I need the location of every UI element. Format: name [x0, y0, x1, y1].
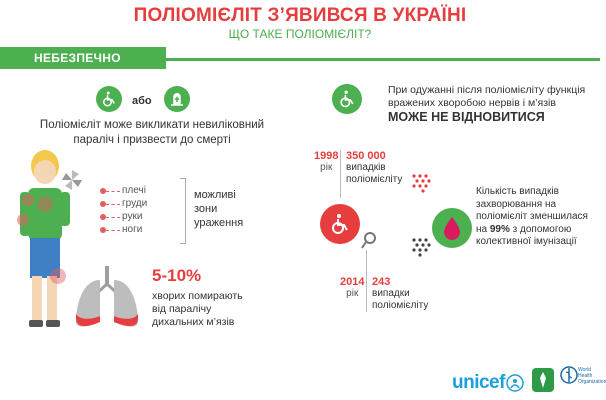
zones-line: можливі	[194, 189, 236, 201]
mortality-desc	[152, 290, 243, 329]
ministry-emblem-icon	[530, 364, 556, 394]
body-part-leader	[106, 204, 120, 205]
recovery-text: При одужанні після поліомієліту функція вражених хворобою нервів і м’язів	[388, 84, 586, 109]
danger-banner: НЕБЕЗПЕЧНО	[0, 47, 166, 69]
body-part-leader	[106, 230, 120, 231]
wheelchair-icon	[96, 86, 122, 112]
page-subtitle: ЩО ТАКЕ ПОЛІОМІЄЛІТ?	[228, 27, 372, 41]
zones-line: зони	[194, 203, 218, 215]
zones-bracket	[180, 178, 186, 244]
dots-cluster-icon	[410, 172, 434, 196]
year-label: рік	[346, 288, 359, 299]
zones-text	[194, 188, 243, 230]
unicef-emblem-icon	[506, 374, 524, 392]
cases-desc: випадки	[372, 288, 410, 299]
dots-cluster-icon	[410, 236, 434, 260]
zones-line: ураження	[194, 217, 244, 229]
who-logo-line: World Health	[578, 367, 593, 379]
cases-desc: поліомієліту	[372, 300, 429, 311]
mortality-desc-line: дихальних м’язів	[152, 316, 235, 328]
cases-desc: випадків	[346, 162, 386, 173]
mortality-desc-line: хворих помирають	[152, 290, 243, 302]
year-label: рік	[320, 162, 333, 173]
year-2014: 2014	[340, 276, 365, 288]
stat-1998-year	[314, 150, 338, 173]
or-label: або	[132, 95, 152, 107]
wheelchair-red-icon	[320, 204, 360, 244]
magnifier-icon	[362, 230, 382, 250]
decline-percent: 99%	[489, 223, 510, 235]
body-part-leader	[106, 191, 120, 192]
timeline-line	[340, 150, 341, 198]
gravestone-icon	[164, 86, 190, 112]
mortality-percent: 5-10%	[152, 266, 202, 285]
decline-text	[476, 186, 592, 249]
body-part-shoulders: плечі	[122, 185, 146, 196]
lungs-icon	[72, 266, 142, 330]
year-1998: 1998	[314, 150, 339, 162]
who-logo-text	[578, 367, 606, 385]
mortality-desc-line: від паралічу	[152, 303, 212, 315]
pinwheel-icon	[60, 168, 84, 192]
decline-text-part: Кількість випадків захворювання на поліомієліт зменшилася на	[476, 186, 588, 235]
decline-text-part: з допомогою колективної імунізації	[476, 223, 577, 247]
recovery-bold: МОЖЕ НЕ ВІДНОВИТИСЯ	[388, 110, 545, 124]
wheelchair-icon	[332, 84, 362, 114]
body-part-legs: ноги	[122, 224, 143, 235]
stat-2014-value	[372, 276, 428, 312]
who-logo-line: Organization	[578, 379, 606, 385]
vaccine-drop-icon	[432, 208, 472, 248]
page-title: ПОЛІОМІЄЛІТ З’ЯВИВСЯ В УКРАЇНІ	[133, 5, 467, 26]
banner-divider	[166, 58, 600, 61]
body-part-chest: груди	[122, 198, 148, 209]
stat-1998-value	[346, 150, 402, 186]
body-part-leader	[106, 217, 120, 218]
body-part-arms: руки	[122, 211, 143, 222]
unicef-logo: unicef	[452, 372, 505, 393]
cases-desc: поліомієліту	[346, 174, 403, 185]
stat-2014-year	[340, 276, 364, 299]
who-emblem-icon	[560, 366, 578, 384]
cases-1998: 350 000	[346, 150, 386, 162]
cases-2014: 243	[372, 276, 391, 288]
paralysis-text: Поліомієліт може викликати невиліковний параліч і призвести до смерті	[39, 119, 265, 146]
timeline-line	[366, 250, 367, 312]
